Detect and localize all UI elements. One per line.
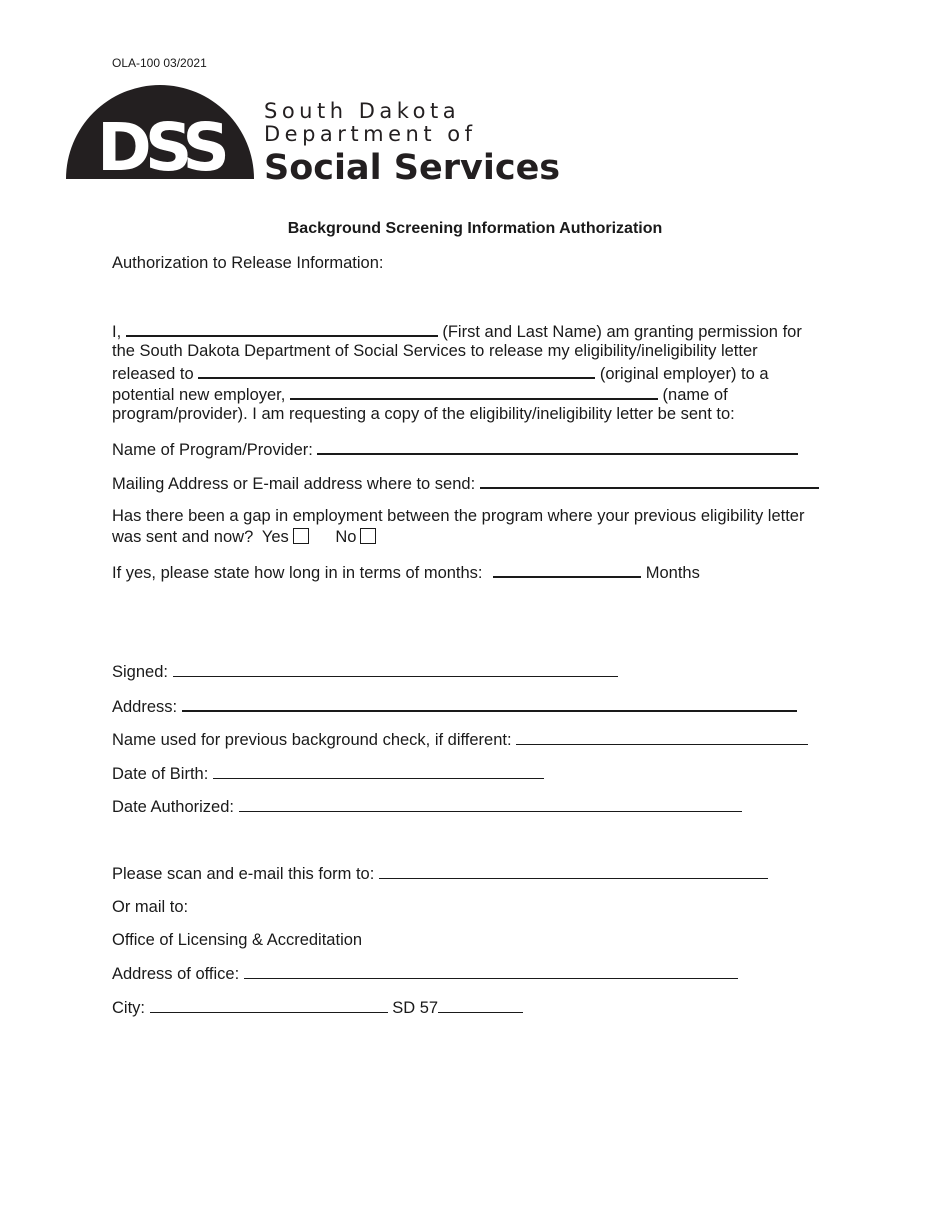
months-field[interactable]	[493, 561, 641, 578]
logo-line-state: South Dakota	[264, 99, 461, 123]
original-employer-field[interactable]	[198, 362, 595, 379]
release-subtitle: Authorization to Release Information:	[112, 254, 384, 272]
address-field[interactable]	[182, 695, 797, 712]
months-label: If yes, please state how long in in terms of months:	[112, 564, 483, 582]
logo-line-department: Department of	[264, 122, 477, 146]
program-label: Name of Program/Provider:	[112, 441, 313, 459]
mailing-label: Mailing Address or E-mail address where to send:	[112, 475, 476, 493]
office-address-row	[112, 963, 738, 985]
signed-label: Signed:	[112, 663, 168, 681]
paragraph-line-5: program/provider). I am requesting a copy of the eligibility/ineligibility letter be sent to:	[112, 405, 735, 423]
form-id: OLA-100 03/2021	[112, 56, 207, 70]
program-provider-field[interactable]	[317, 438, 798, 455]
program-row	[112, 438, 798, 461]
scan-email-row	[112, 863, 768, 885]
new-employer-suffix: (name of	[662, 386, 728, 404]
mailing-row	[112, 472, 819, 495]
scan-email-label: Please scan and e-mail this form to:	[112, 865, 375, 883]
city-label: City:	[112, 999, 145, 1017]
address-label: Address:	[112, 698, 178, 716]
form-title: Background Screening Information Authorization	[287, 220, 663, 237]
previous-name-row	[112, 729, 808, 751]
date-authorized-field[interactable]	[239, 796, 742, 812]
gap-question-line-1: Has there been a gap in employment between the program where your previous eligibility letter	[112, 507, 805, 525]
previous-name-field[interactable]	[516, 729, 808, 745]
released-to-suffix: (original employer) to a	[599, 365, 769, 383]
months-suffix: Months	[645, 564, 700, 582]
date-authorized-label: Date Authorized:	[112, 798, 234, 816]
address-row	[112, 695, 797, 718]
date-authorized-row	[112, 796, 742, 818]
scan-email-field[interactable]	[379, 863, 768, 879]
state-zip-prefix: SD 57	[392, 999, 439, 1017]
yes-checkbox[interactable]	[293, 528, 309, 544]
office-address-label: Address of office:	[112, 965, 240, 983]
previous-name-label: Name used for previous background check, if different:	[112, 731, 512, 749]
city-row	[112, 997, 523, 1019]
paragraph-line-4	[112, 383, 728, 406]
yes-label: Yes	[261, 528, 289, 546]
name-prefix: I,	[112, 323, 122, 341]
paragraph-line-3	[112, 362, 769, 385]
full-name-field[interactable]	[126, 320, 438, 337]
dob-label: Date of Birth:	[112, 765, 209, 783]
released-to-prefix: released to	[112, 365, 194, 383]
dob-field[interactable]	[213, 763, 544, 779]
dss-logo-mark: DSS	[97, 109, 223, 186]
paragraph-line-2: the South Dakota Department of Social Services to release my eligibility/ineligibility letter	[112, 342, 758, 360]
office-address-field[interactable]	[244, 963, 738, 979]
paragraph-line-1	[112, 320, 802, 343]
name-suffix: (First and Last Name) am granting permission for	[442, 323, 802, 341]
zip-suffix-field[interactable]	[438, 997, 523, 1013]
new-employer-prefix: potential new employer,	[112, 386, 286, 404]
new-employer-field[interactable]	[290, 383, 658, 400]
logo-line-agency: Social Services	[264, 148, 561, 188]
office-name: Office of Licensing & Accreditation	[112, 931, 363, 949]
signed-row	[112, 661, 618, 683]
signature-field[interactable]	[173, 661, 618, 677]
dss-logo	[66, 84, 561, 188]
or-mail-label: Or mail to:	[112, 898, 189, 916]
city-field[interactable]	[150, 997, 388, 1013]
dob-row	[112, 763, 544, 785]
gap-question-text: was sent and now?	[112, 528, 254, 546]
no-label: No	[335, 528, 357, 546]
gap-question-line-2	[112, 527, 376, 548]
no-checkbox[interactable]	[360, 528, 376, 544]
months-row	[112, 561, 700, 584]
mailing-address-field[interactable]	[480, 472, 819, 489]
